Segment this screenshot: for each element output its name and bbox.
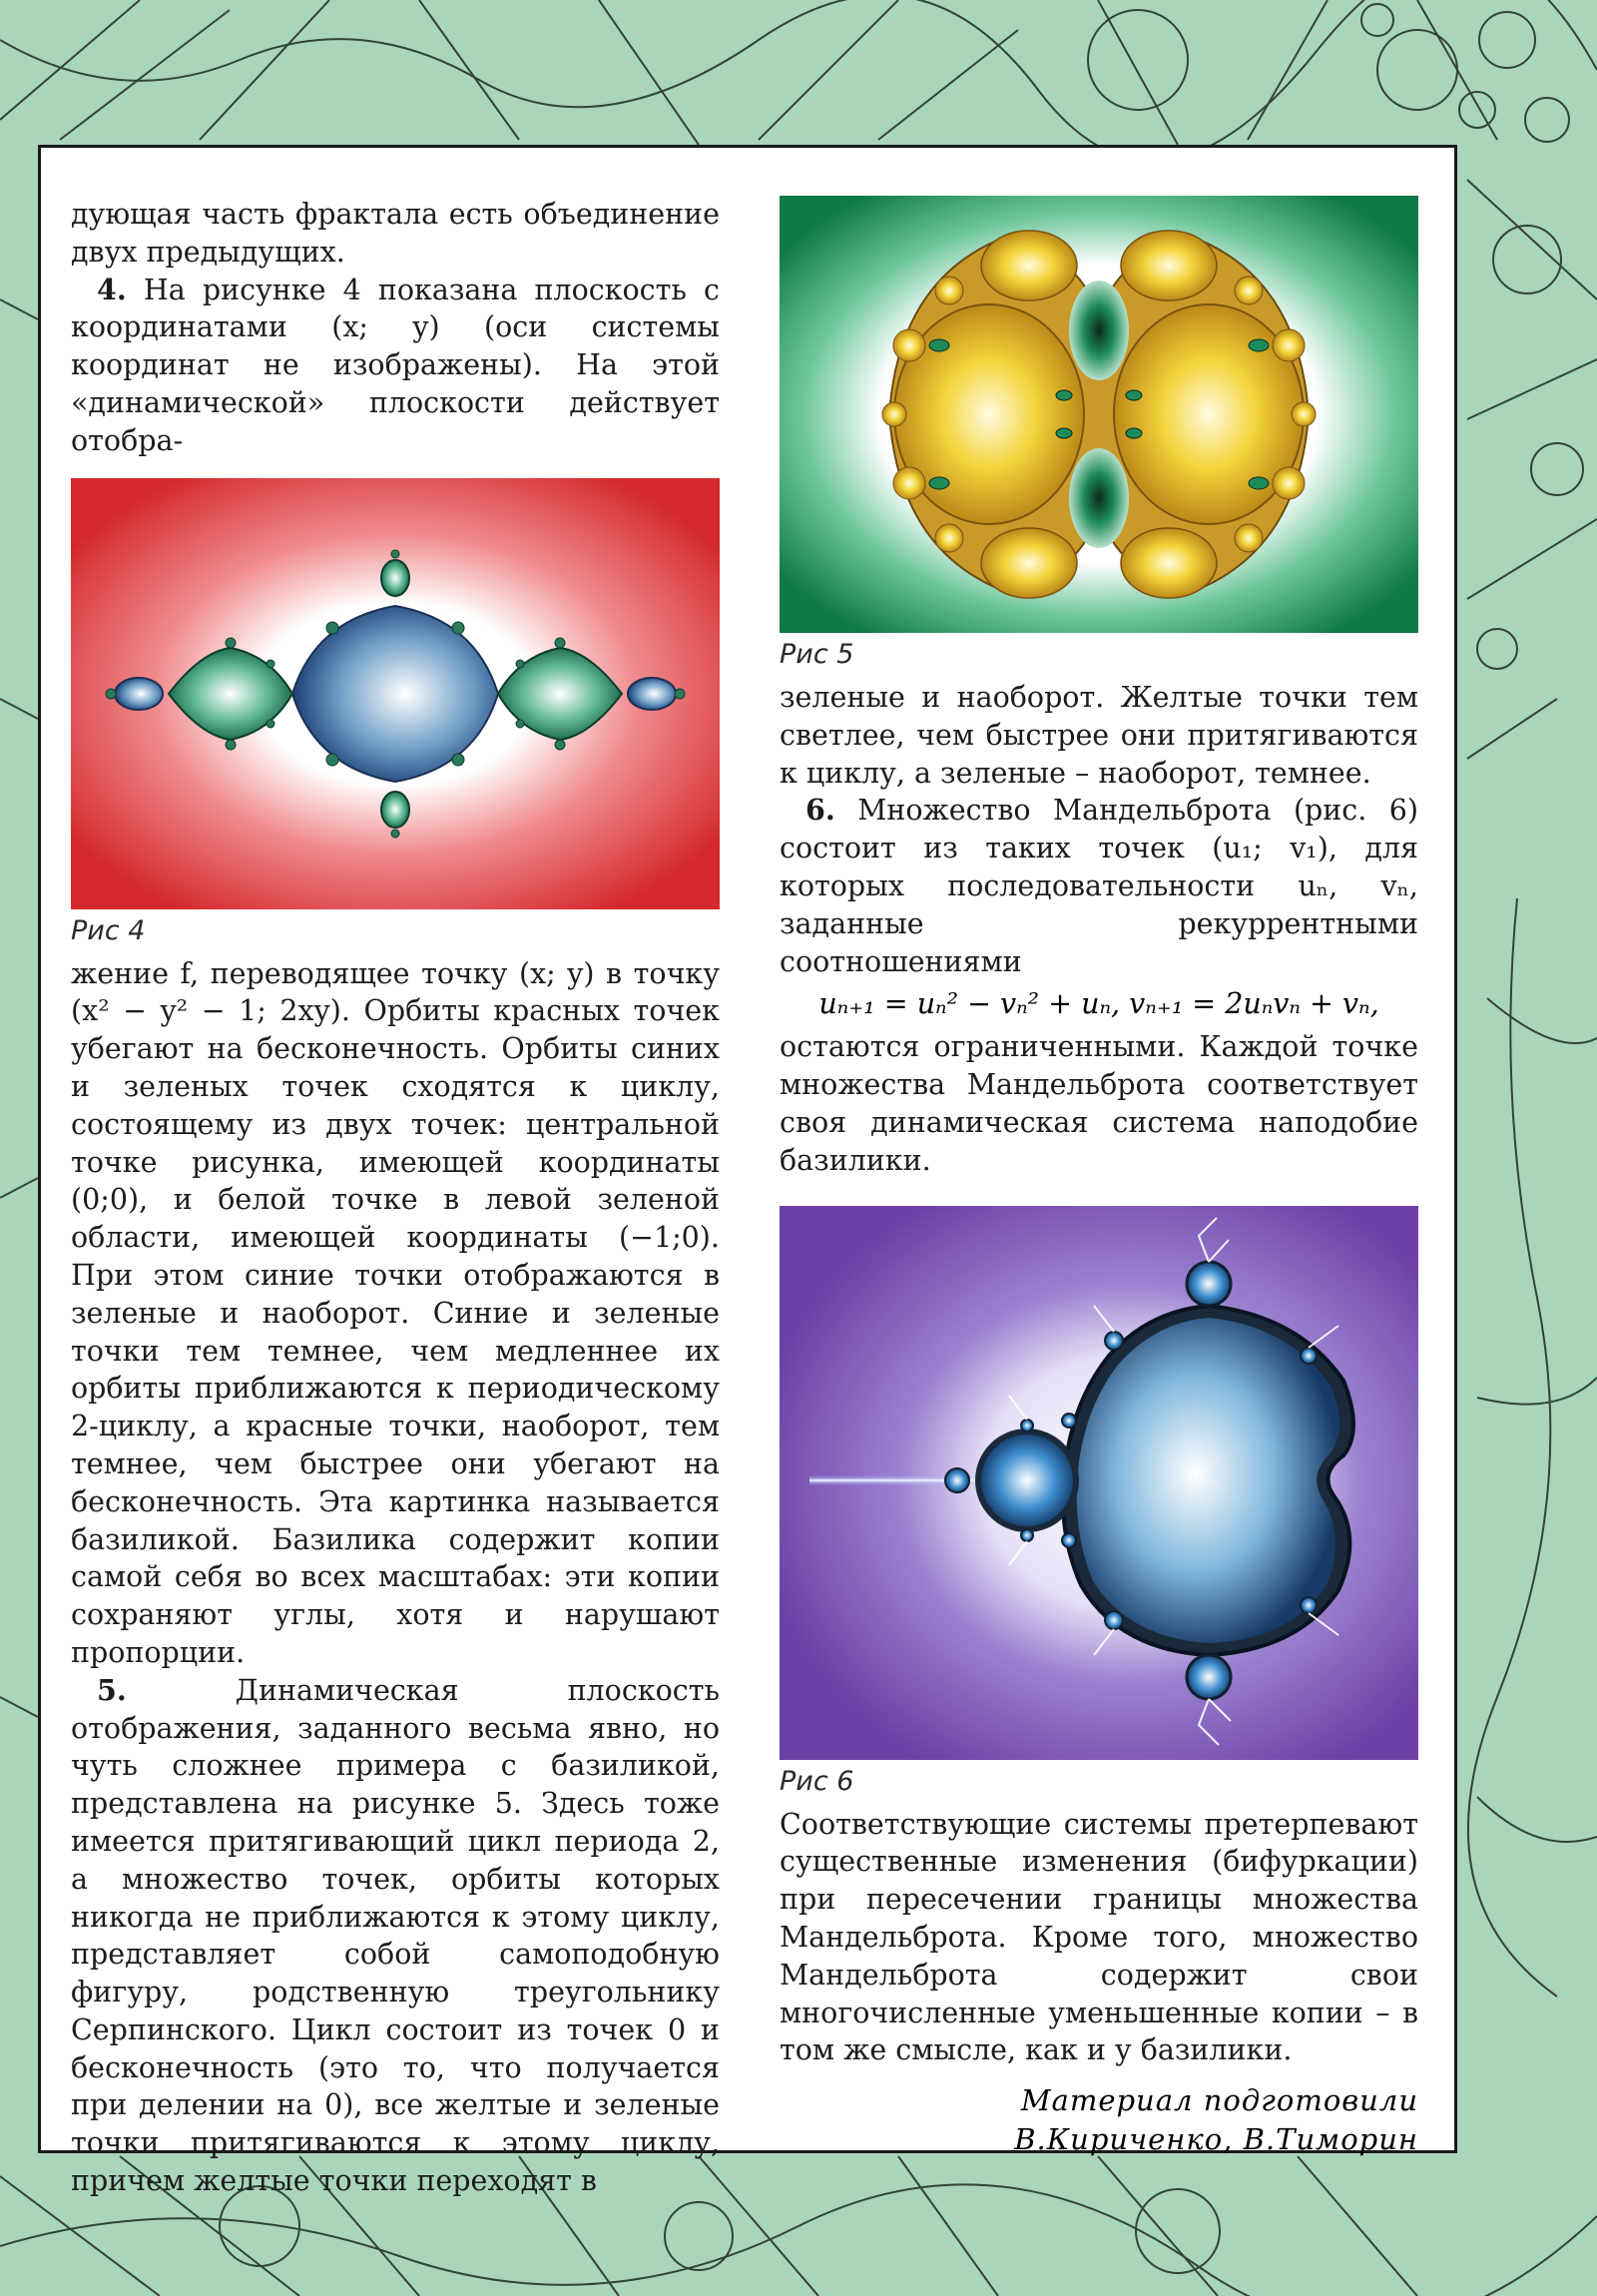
figure-5-caption: Рис 5 xyxy=(780,639,854,670)
figure-6-mandelbrot xyxy=(780,1206,1418,1800)
figure-6-caption: Рис 6 xyxy=(780,1765,854,1797)
figure-5-fractal xyxy=(780,196,1418,673)
paragraph-6-number: 6. xyxy=(805,793,835,828)
left-column xyxy=(71,196,720,2200)
paragraph-5-number: 5. xyxy=(97,1672,127,1707)
mandelbrot-set-image xyxy=(780,1206,1418,1760)
sierpinski-like-fractal-image xyxy=(780,196,1418,633)
basilica-fractal-image xyxy=(71,478,720,909)
paragraph-7: Соответствующие системы претерпевают существенные изменения (бифуркации) при пересечении границы множества Мандельброта. Кроме того, множество Мандельброта содержит свои многочисленные уменьшенные копии – в том же смысле, как и у базилики. xyxy=(780,1807,1418,2067)
authors-signature xyxy=(780,2081,1418,2159)
paragraph-4-continued: жение f, переводящее точку (x; y) в точку (x² − y² − 1; 2xy). Орбиты красных точек убегают на бесконечность. Орбиты синих и зеленых точек сходятся к циклу, состоящему из двух точек: центральной точке рисунка, имеющей координаты (0;0), и белой точке в левой зеленой области, имеющей координаты (−1;0). При этом синие точки отображаются в зеленые и наоборот. Синие и зеленые точки тем темнее, чем медленнее их орбиты приближаются к периодическому 2-циклу, а красные точки, наоборот, тем темнее, чем быстрее они убегают на бесконечность. Эта картинка называется базиликой. Базилика содержит копии самой себя во всех масштабах: эти копии сохраняют углы, хотя и нарушают пропорции. xyxy=(71,956,720,1669)
paragraph-4-number: 4. xyxy=(97,272,127,306)
signature-line-2: В.Кириченко, В.Тиморин xyxy=(1014,2122,1418,2157)
figure-4-basilica xyxy=(71,478,720,949)
recurrence-formula: uₙ₊₁ = uₙ² − vₙ² + uₙ, vₙ₊₁ = 2uₙvₙ + vₙ, xyxy=(818,987,1379,1021)
signature-line-1: Материал подготовили xyxy=(1020,2083,1418,2118)
paragraph-4-text: На рисунке 4 показана плоскость с координатами (x; y) (оси системы координат не изображены). На этой «динамической» плоскости действует отобра- xyxy=(71,273,720,457)
paragraph-6-continued: остаются ограниченными. Каждой точке множества Мандельброта соответствует своя динамическая система наподобие базилики. xyxy=(780,1030,1418,1177)
paragraph-6 xyxy=(780,792,1418,980)
paragraph-4 xyxy=(71,272,720,460)
figure-4-caption: Рис 4 xyxy=(71,914,146,946)
paragraph-5-text: Динамическая плоскость отображения, заданного весьма явно, но чуть сложнее примера с базиликой, представлена на рисунке 5. Здесь тоже имеется притягивающий цикл периода 2, а множество точек, орбиты которых никогда не приближаются к этому циклу, представляет собой самоподобную фигуру, родственную треугольнику Серпинского. Цикл состоит из точек 0 и бесконечность (это то, что получается при делении на 0), все желтые и зеленые точки притягиваются к этому циклу, причем желтые точки переходят в xyxy=(71,1673,720,2198)
paragraph-5 xyxy=(71,1672,720,2200)
right-column xyxy=(780,196,1418,2159)
article-page xyxy=(38,145,1457,2198)
paragraph-5-continued: зеленые и наоборот. Желтые точки тем светлее, чем быстрее они притягиваются к циклу, а зеленые – наоборот, темнее. xyxy=(780,681,1418,790)
paragraph-top: дующая часть фрактала есть объединение двух предыдущих. xyxy=(71,198,720,269)
paragraph-6-text: Множество Мандельброта (рис. 6) состоит из таких точек (u₁; v₁), для которых последовательности uₙ, vₙ, заданные рекуррентными соотношениями xyxy=(780,794,1418,978)
